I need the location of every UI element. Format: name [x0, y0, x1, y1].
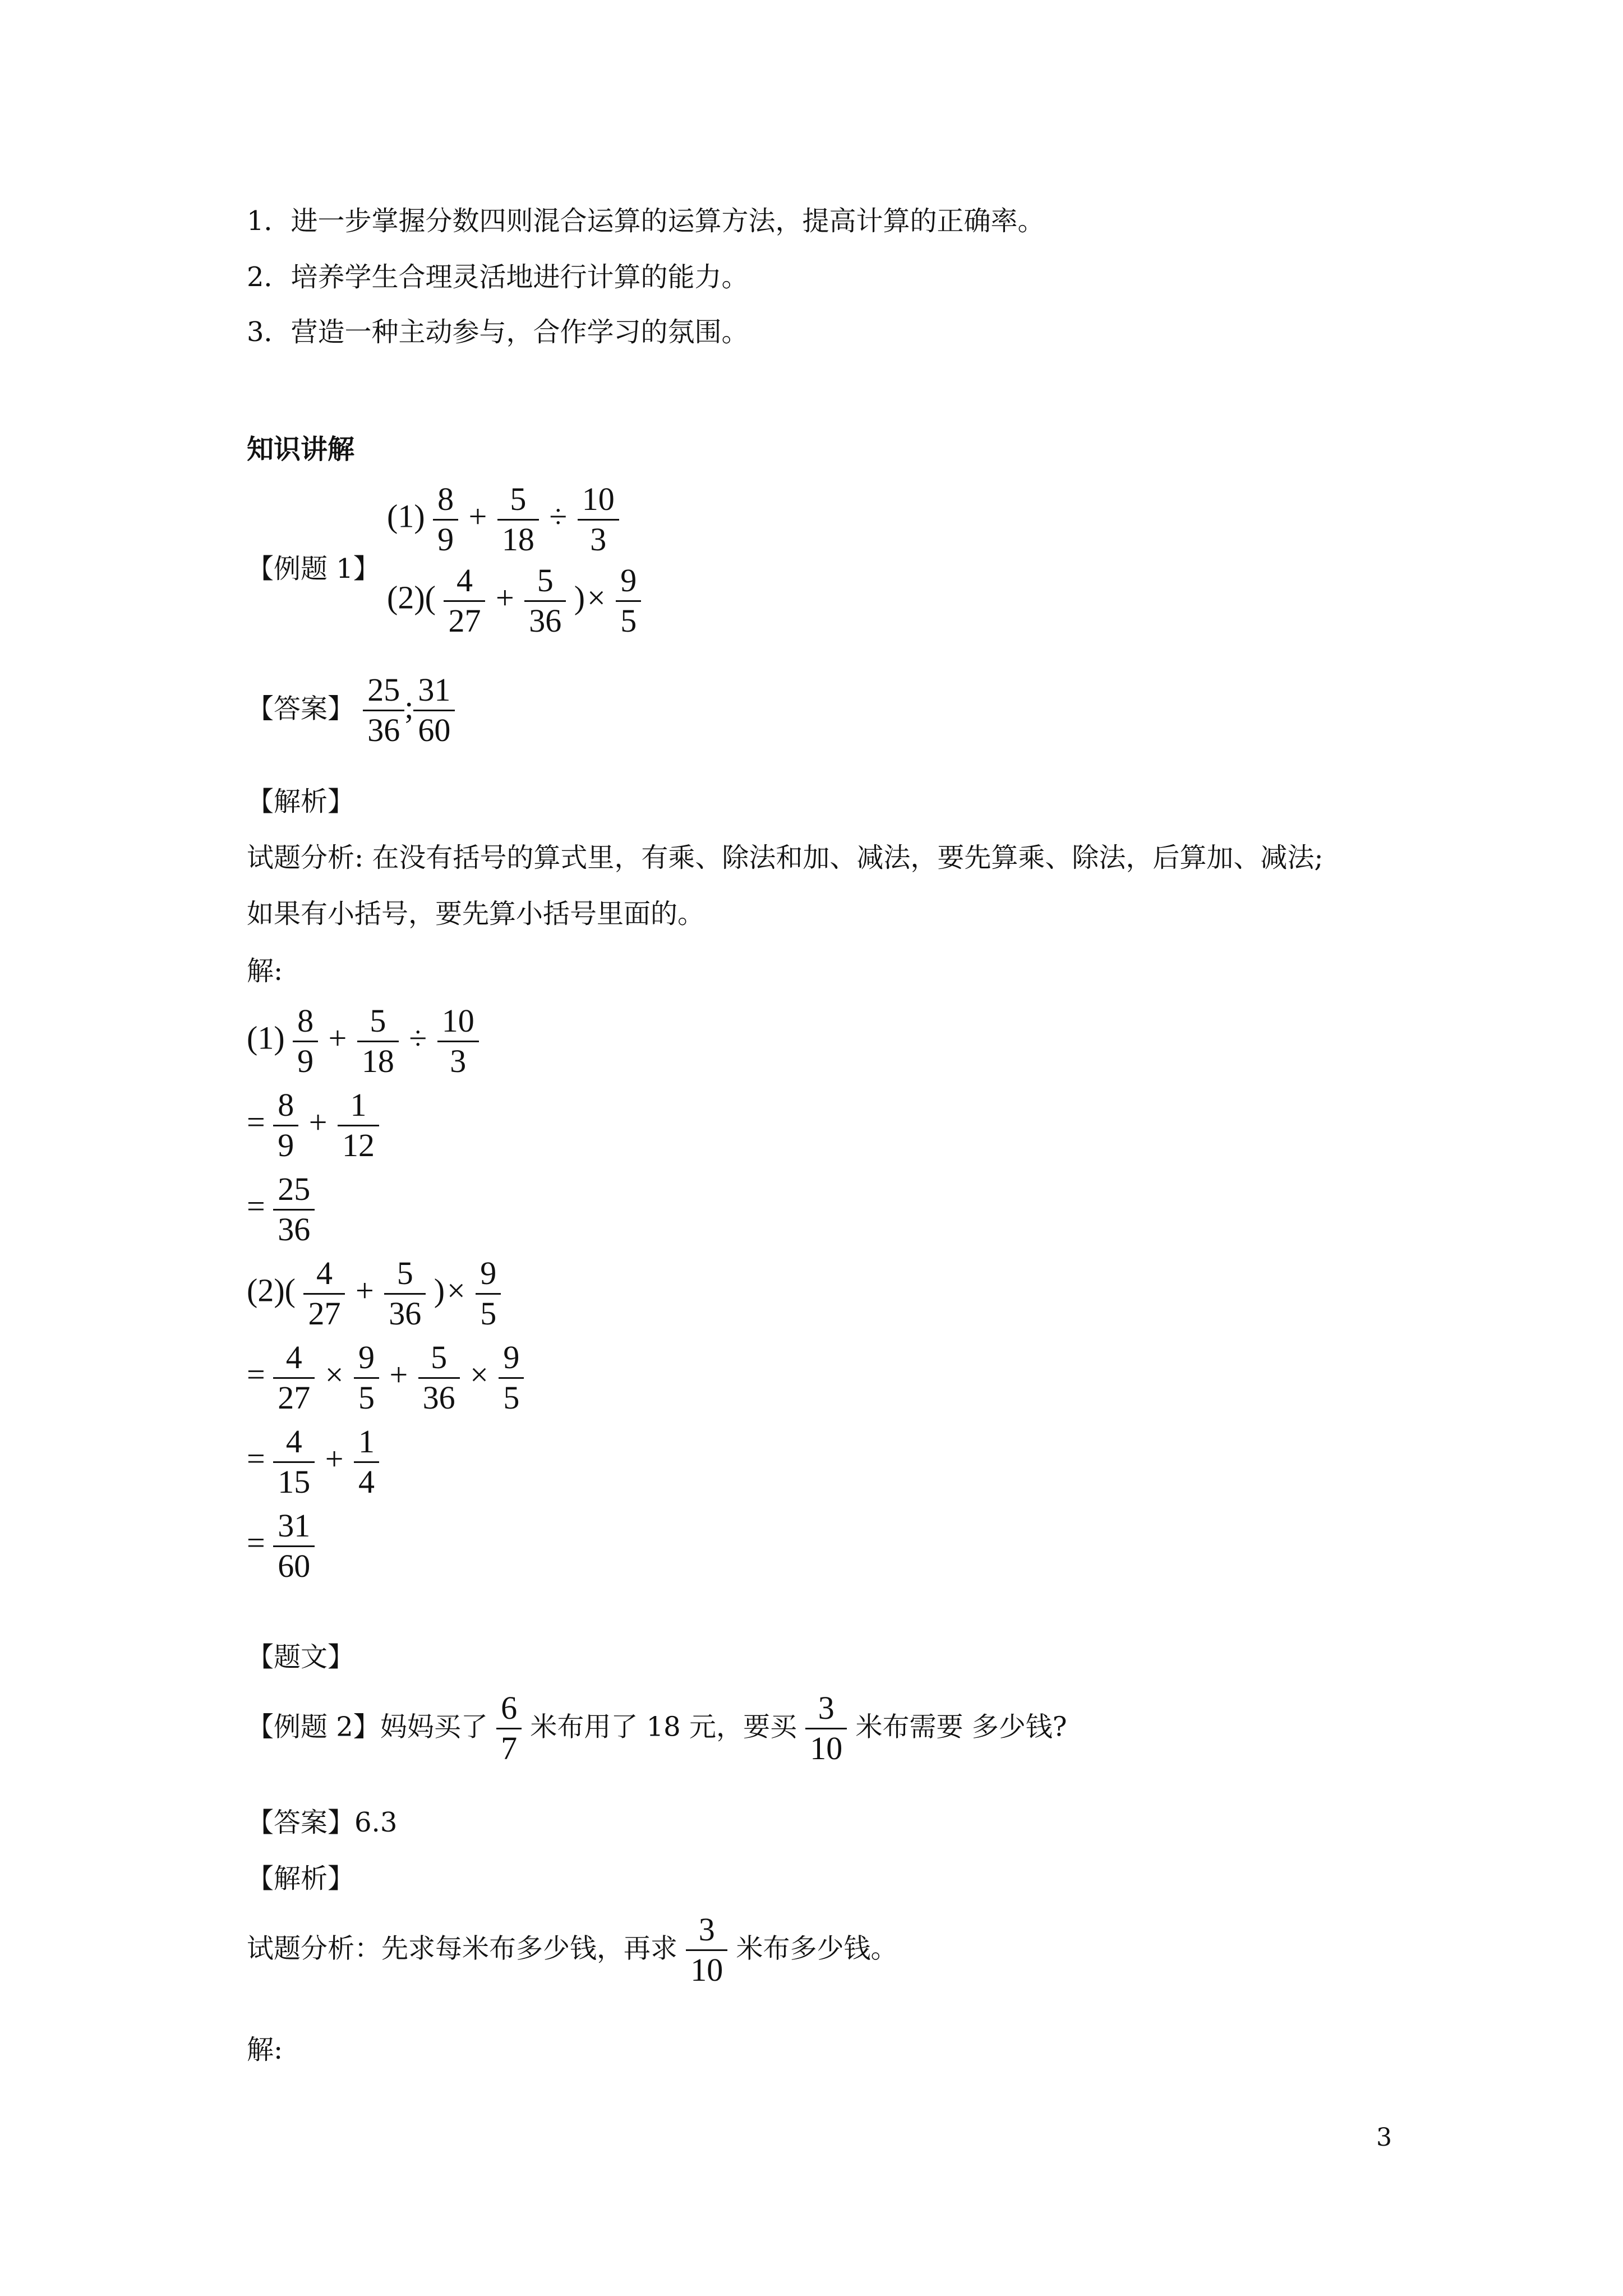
question-label: 【题文】	[247, 1641, 355, 1673]
prefix: (2)	[387, 579, 425, 616]
solution-step-4: (2)( $\frac{4}{27}$ + $\frac{5}{36}$ )× $\frac{9}{5}$	[247, 1257, 501, 1331]
example2-analysis-label: 【解析】	[247, 1863, 355, 1894]
objective-1: 1．进一步掌握分数四则混合运算的运算方法，提高计算的正确率。	[247, 205, 1045, 237]
prefix: (1)	[387, 498, 425, 535]
example2-analysis-text: 试题分析：先求每米布多少钱，再求 $\frac{3}{10}$ 米布多少钱。	[247, 1911, 898, 1988]
example1-analysis-text-1: 试题分析: 在没有括号的算式里，有乘、除法和加、减法，要先算乘、除法，后算加、减法;	[247, 842, 1324, 873]
solution-step-2: = $\frac{8}{9}$ + $\frac{1}{12}$	[247, 1088, 379, 1163]
fraction: $\frac{8}{9}$	[435, 482, 456, 557]
page-number: 3	[1376, 2123, 1392, 2152]
fraction: $\frac{9}{5}$	[618, 564, 639, 638]
fraction: $\frac{25}{36}$	[365, 673, 402, 748]
solution-step-3: = $\frac{25}{36}$	[247, 1172, 315, 1247]
example1-answer: 【答案】 $\frac{25}{36}$ ; $\frac{31}{60}$	[247, 673, 455, 748]
example2-question: 【例题 2】妈妈买了 $\frac{6}{7}$ 米布用了 18 元，要买 $\frac{3}{10}$ 米布需要 多少钱?	[247, 1690, 1067, 1766]
section-title: 知识讲解	[247, 434, 355, 465]
solution-step-6: = $\frac{4}{15}$ + $\frac{1}{4}$	[247, 1425, 379, 1499]
solution-step-7: = $\frac{31}{60}$	[247, 1509, 315, 1584]
example1-problem-1: (1) $\frac{8}{9}$ + $\frac{5}{18}$ ÷ $\frac{10}{3}$	[387, 482, 619, 557]
example1-solution-label: 解:	[247, 955, 283, 987]
example1-analysis-text-2: 如果有小括号，要先算小括号里面的。	[247, 898, 705, 930]
objective-3: 3．营造一种主动参与，合作学习的氛围。	[247, 316, 749, 348]
solution-step-5: = $\frac{4}{27}$ × $\frac{9}{5}$ + $\frac{5}{36}$ × $\frac{9}{5}$	[247, 1341, 524, 1415]
example1-analysis-label: 【解析】	[247, 786, 355, 817]
example1-problem-2: (2)( $\frac{4}{27}$ + $\frac{5}{36}$ )× $\frac{9}{5}$	[387, 564, 641, 638]
solution-step-1: (1) $\frac{8}{9}$ + $\frac{5}{18}$ ÷ $\frac{10}{3}$	[247, 1004, 479, 1079]
fraction: $\frac{31}{60}$	[416, 673, 453, 748]
example2-label: 【例题 2】	[247, 1711, 380, 1743]
fraction: $\frac{10}{3}$	[580, 482, 617, 557]
example2-solution-label: 解:	[247, 2034, 283, 2065]
fraction: $\frac{4}{27}$	[446, 564, 483, 638]
answer-label: 【答案】	[247, 693, 355, 725]
fraction: $\frac{5}{36}$	[527, 564, 564, 638]
objective-2: 2．培养学生合理灵活地进行计算的能力。	[247, 261, 749, 293]
example1-label: 【例题 1】	[247, 553, 380, 585]
fraction: $\frac{5}{18}$	[500, 482, 537, 557]
example2-answer: 【答案】6.3	[247, 1807, 398, 1838]
